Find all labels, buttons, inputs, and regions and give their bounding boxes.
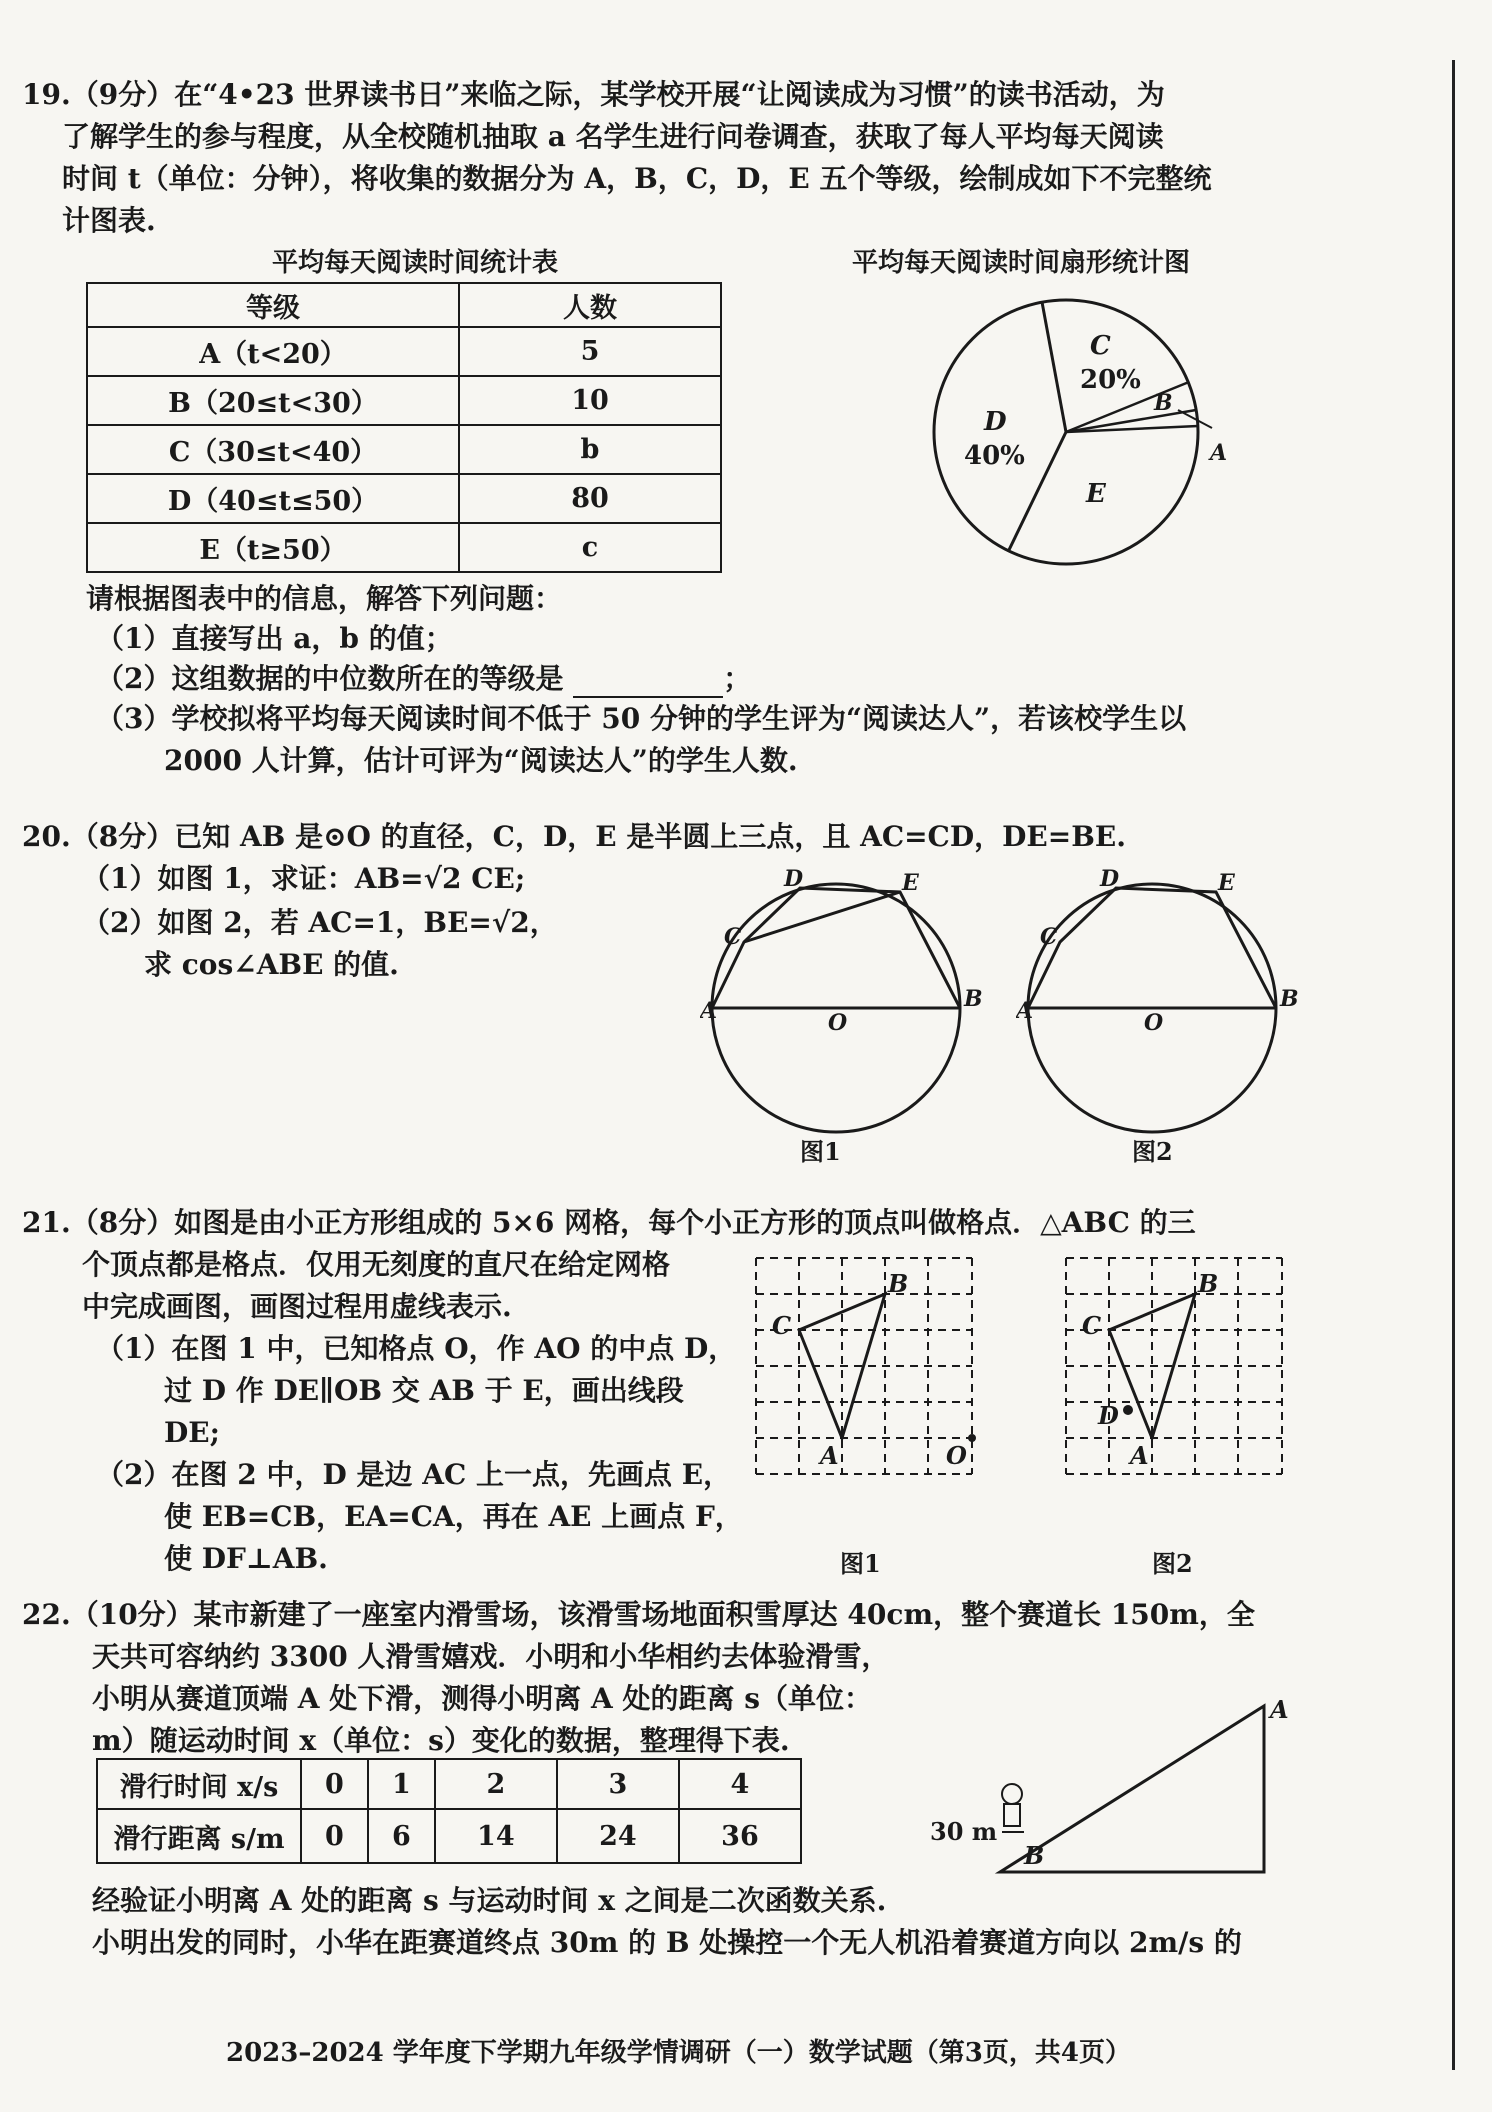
table-time-2: 2: [435, 1759, 557, 1809]
grid-fig1-caption: 图1: [840, 1549, 881, 1578]
q19-sub2-end: ；: [723, 662, 752, 695]
fig2-chords: [1028, 888, 1276, 1008]
fig2-label-o: O: [1144, 1010, 1164, 1036]
fig2-caption: 图2: [1132, 1137, 1173, 1166]
q19-sub2: [96, 660, 751, 698]
fig1-label-c: C: [724, 924, 742, 950]
fig2-label-a: A: [1016, 998, 1034, 1024]
q21-grid-figure-1: [750, 1252, 990, 1580]
table-time-4: 4: [679, 1759, 801, 1809]
q21-sub1-c: DE;: [164, 1416, 220, 1449]
fig2-label-d: D: [1098, 1401, 1119, 1430]
fig1-label-d: D: [784, 868, 804, 892]
q22-line-3: 小明从赛道顶端 A 处下滑，测得小明离 A 处的距离 s（单位：: [92, 1682, 872, 1715]
q19-table-title: 平均每天阅读时间统计表: [272, 248, 559, 278]
fig2-point-d: [1123, 1405, 1133, 1415]
fig2-label-e: E: [1218, 870, 1235, 896]
q20-sub2: （2）如图 2，若 AC=1，BE=√2，: [82, 906, 558, 939]
table-row-e-count: c: [459, 523, 721, 572]
q19-sub1: （1）直接写出 a，b 的值；: [96, 622, 453, 655]
q19-line-3: 时间 t（单位：分钟），将收集的数据分为 A，B，C，D，E 五个等级，绘制成如下不完整统: [62, 162, 1212, 195]
q19-line-1: 19.（9分）在“4•23 世界读书日”来临之际，某学校开展“让阅读成为习惯”的读书活动，为: [22, 78, 1165, 111]
table-time-3: 3: [557, 1759, 679, 1809]
pie-label-e: E: [1086, 479, 1106, 509]
q20-line-1: 20.（8分）已知 AB 是⊙O 的直径，C，D，E 是半圆上三点，且 AC=CD，DE=BE.: [22, 820, 1126, 853]
q20-sub2-b: 求 cos∠ABE 的值.: [144, 948, 399, 981]
table-header-level: 等级: [87, 283, 459, 327]
q22-line-5: 经验证小明离 A 处的距离 s 与运动时间 x 之间是二次函数关系.: [92, 1884, 887, 1917]
q19-pie-title: 平均每天阅读时间扇形统计图: [852, 248, 1191, 278]
fig1-label-a: A: [820, 1441, 839, 1470]
q22-line-4: m）随运动时间 x（单位：s）变化的数据，整理得下表.: [92, 1724, 790, 1757]
q21-line-1: 21.（8分）如图是由小正方形组成的 5×6 网格，每个小正方形的顶点叫做格点．△ABC 的三: [22, 1206, 1196, 1239]
slope-label-30m: 30 m: [930, 1817, 998, 1846]
table-row-a-level: A（t<20）: [87, 327, 459, 376]
table-distance-label: 滑行距离 s/m: [97, 1809, 301, 1863]
table-distance-0: 0: [301, 1809, 368, 1863]
q19-answer-blank[interactable]: [573, 668, 723, 698]
q21-sub2-c: 使 DF⊥AB.: [164, 1542, 328, 1575]
fig1-chords: [712, 888, 960, 1008]
slope-label-b: B: [1024, 1841, 1045, 1870]
table-row-d-level: D（40≤t≤50）: [87, 474, 459, 523]
fig2-label-b: B: [1198, 1269, 1219, 1298]
fig2-label-d: D: [1100, 868, 1120, 892]
q22-line-2: 天共可容纳约 3300 人滑雪嬉戏．小明和小华相约去体验滑雪，: [92, 1640, 890, 1673]
pie-label-d: D: [984, 407, 1007, 437]
q19-sub2-text: （2）这组数据的中位数所在的等级是: [96, 662, 564, 695]
q21-sub1-b: 过 D 作 DE∥OB 交 AB 于 E，画出线段: [164, 1374, 684, 1407]
pie-label-c: C: [1090, 331, 1111, 361]
q19-prompt: 请根据图表中的信息，解答下列问题：: [86, 582, 563, 615]
table-row-b-level: B（20≤t<30）: [87, 376, 459, 425]
table-row-e-level: E（t≥50）: [87, 523, 459, 572]
q22-line-6: 小明出发的同时，小华在距赛道终点 30m 的 B 处操控一个无人机沿着赛道方向以 2m/s 的: [92, 1926, 1242, 1959]
skier-head-icon: [1002, 1784, 1022, 1804]
fig2-label-a: A: [1130, 1441, 1149, 1470]
q20-figure-2: [1016, 868, 1326, 1170]
q19-line-2: 了解学生的参与程度，从全校随机抽取 a 名学生进行问卷调查，获取了每人平均每天阅读: [62, 120, 1164, 153]
fig1-label-a: A: [700, 998, 718, 1024]
fig1-label-b: B: [964, 986, 983, 1012]
table-distance-4: 36: [679, 1809, 801, 1863]
q22-slope-figure: [920, 1692, 1300, 1882]
fig2-label-b: B: [1280, 986, 1299, 1012]
table-time-1: 1: [368, 1759, 435, 1809]
table-header-count: 人数: [459, 283, 721, 327]
table-time-label: 滑行时间 x/s: [97, 1759, 301, 1809]
pie-label-b: B: [1154, 390, 1173, 416]
reading-time-table: [86, 282, 722, 573]
q20-sub1: （1）如图 1，求证：AB=√2 CE;: [82, 862, 526, 895]
table-row-a-count: 5: [459, 327, 721, 376]
reading-pie-chart: [920, 288, 1240, 578]
q19-sub3-a: （3）学校拟将平均每天阅读时间不低于 50 分钟的学生评为“阅读达人”，若该校学生以: [96, 702, 1187, 735]
q19-line-4: 计图表.: [62, 204, 156, 237]
fig1-label-e: E: [902, 870, 919, 896]
table-distance-3: 24: [557, 1809, 679, 1863]
fig1-caption: 图1: [800, 1137, 841, 1166]
table-row-b-count: 10: [459, 376, 721, 425]
q21-sub1-a: （1）在图 1 中，已知格点 O，作 AO 的中点 D，: [96, 1332, 737, 1365]
skier-body-icon: [1004, 1804, 1020, 1826]
fig1-label-c: C: [772, 1311, 792, 1340]
q21-line-2: 个顶点都是格点．仅用无刻度的直尺在给定网格: [82, 1248, 671, 1281]
fig1-point-o: [968, 1434, 976, 1442]
q22-line-1: 22.（10分）某市新建了一座室内滑雪场，该滑雪场地面积雪厚达 40cm，整个赛道长 150m，全: [22, 1598, 1255, 1631]
fig2-label-c: C: [1040, 924, 1058, 950]
table-distance-1: 6: [368, 1809, 435, 1863]
q19-sub3-b: 2000 人计算，估计可评为“阅读达人”的学生人数.: [164, 744, 798, 777]
page-footer: 2023–2024 学年度下学期九年级学情调研（一）数学试题（第3页，共4页）: [226, 2038, 1131, 2068]
q21-line-3: 中完成画图，画图过程用虚线表示.: [82, 1290, 512, 1323]
fig1-label-b: B: [888, 1269, 909, 1298]
table-row-d-count: 80: [459, 474, 721, 523]
fig2-label-c: C: [1082, 1311, 1102, 1340]
pie-label-d-pct: 40%: [964, 441, 1025, 471]
table-row-c-count: b: [459, 425, 721, 474]
q21-sub2-a: （2）在图 2 中，D 是边 AC 上一点，先画点 E，: [96, 1458, 732, 1491]
page-edge-line: [1452, 60, 1455, 2070]
table-row-c-level: C（30≤t<40）: [87, 425, 459, 474]
q21-grid-figure-2: [1060, 1252, 1300, 1580]
table-distance-2: 14: [435, 1809, 557, 1863]
slope-label-a: A: [1270, 1695, 1289, 1724]
pie-label-a: A: [1210, 440, 1228, 466]
fig1-label-o: O: [946, 1441, 967, 1470]
table-time-0: 0: [301, 1759, 368, 1809]
sliding-data-table: [96, 1758, 802, 1864]
q20-figure-1: [700, 868, 1010, 1170]
q21-sub2-b: 使 EB=CB，EA=CA，再在 AE 上画点 F，: [164, 1500, 743, 1533]
fig1-chord-ce: [744, 892, 900, 942]
pie-divider-c-d: [1042, 302, 1066, 432]
pie-label-c-pct: 20%: [1080, 365, 1141, 395]
grid-fig2-caption: 图2: [1152, 1549, 1193, 1578]
fig1-label-o: O: [828, 1010, 848, 1036]
